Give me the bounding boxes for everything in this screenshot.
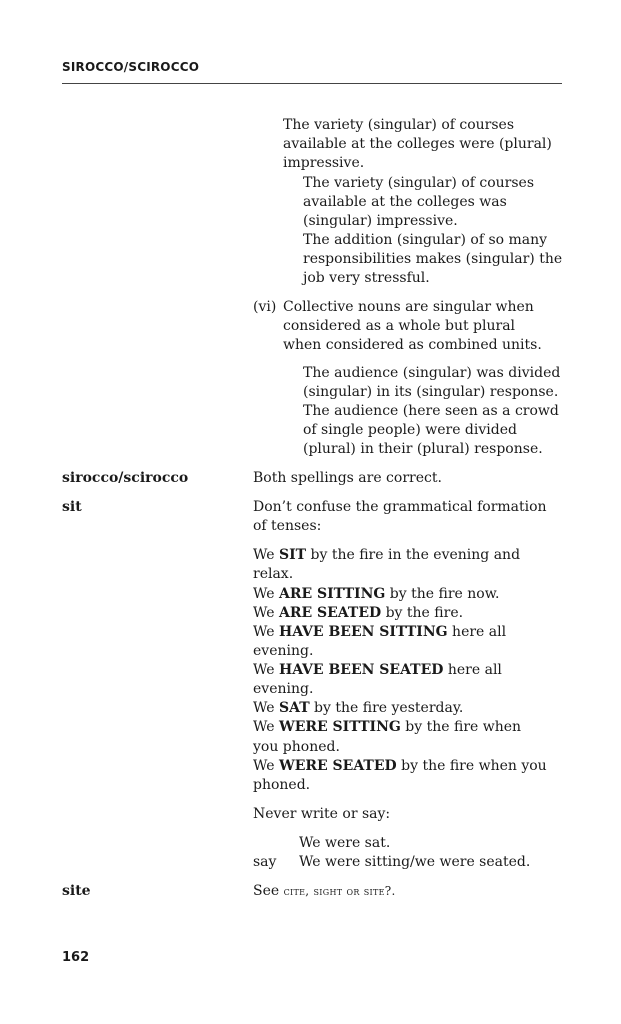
- running-head: SIROCCO/SCIROCCO: [62, 60, 200, 74]
- headword-site: site: [62, 883, 91, 899]
- tense-example: you phoned.: [253, 739, 340, 755]
- example-line: available at the colleges were (plural): [283, 136, 552, 152]
- example-line: The variety (singular) of courses: [283, 117, 515, 133]
- rule-line: Collective nouns are singular when: [283, 299, 534, 315]
- never-note: Never write or say:: [253, 806, 391, 822]
- entry-text: Both spellings are correct.: [253, 470, 442, 486]
- tense-example: We WERE SEATED by the fire when you: [253, 758, 547, 774]
- cross-reference: See cite, sight or site?.: [253, 883, 396, 899]
- right-example: We were sitting/we were seated.: [299, 854, 531, 870]
- tense-example: We SIT by the fire in the evening and: [253, 547, 521, 563]
- entry-text: Don’t confuse the grammatical formation: [253, 499, 547, 515]
- example-line: impressive.: [283, 155, 365, 171]
- example-line: The variety (singular) of courses: [303, 175, 535, 191]
- headword-sit: sit: [62, 499, 82, 515]
- example-line: job very stressful.: [303, 270, 430, 286]
- say-label: say: [253, 854, 277, 870]
- tense-example: We HAVE BEEN SITTING here all: [253, 624, 507, 640]
- example-line: The audience (here seen as a crowd: [303, 403, 559, 419]
- rule-numeral: (vi): [253, 299, 277, 315]
- cross-reference-target: cite, sight or site?.: [283, 884, 396, 898]
- tense-example: We HAVE BEEN SEATED here all: [253, 662, 502, 678]
- example-line: (singular) impressive.: [303, 213, 458, 229]
- header-rule: [62, 83, 562, 84]
- tense-example: We ARE SITTING by the fire now.: [253, 586, 500, 602]
- example-line: (singular) in its (singular) response.: [303, 384, 559, 400]
- tense-example: evening.: [253, 681, 314, 697]
- tense-example: evening.: [253, 643, 314, 659]
- rule-line: considered as a whole but plural: [283, 318, 516, 334]
- rule-line: when considered as combined units.: [283, 337, 542, 353]
- example-line: (plural) in their (plural) response.: [303, 441, 543, 457]
- example-line: available at the colleges was: [303, 194, 507, 210]
- example-line: The addition (singular) of so many: [303, 232, 548, 248]
- tense-example: relax.: [253, 566, 294, 582]
- wrong-example: We were sat.: [299, 835, 391, 851]
- tense-example: phoned.: [253, 777, 311, 793]
- example-line: The audience (singular) was divided: [303, 365, 561, 381]
- page-number: 162: [62, 950, 90, 965]
- example-line: of single people) were divided: [303, 422, 517, 438]
- tense-example: We ARE SEATED by the fire.: [253, 605, 464, 621]
- example-line: responsibilities makes (singular) the: [303, 251, 563, 267]
- tense-example: We SAT by the fire yesterday.: [253, 700, 464, 716]
- entry-text: of tenses:: [253, 518, 322, 534]
- tense-example: We WERE SITTING by the fire when: [253, 719, 522, 735]
- headword-sirocco: sirocco/scirocco: [62, 470, 189, 486]
